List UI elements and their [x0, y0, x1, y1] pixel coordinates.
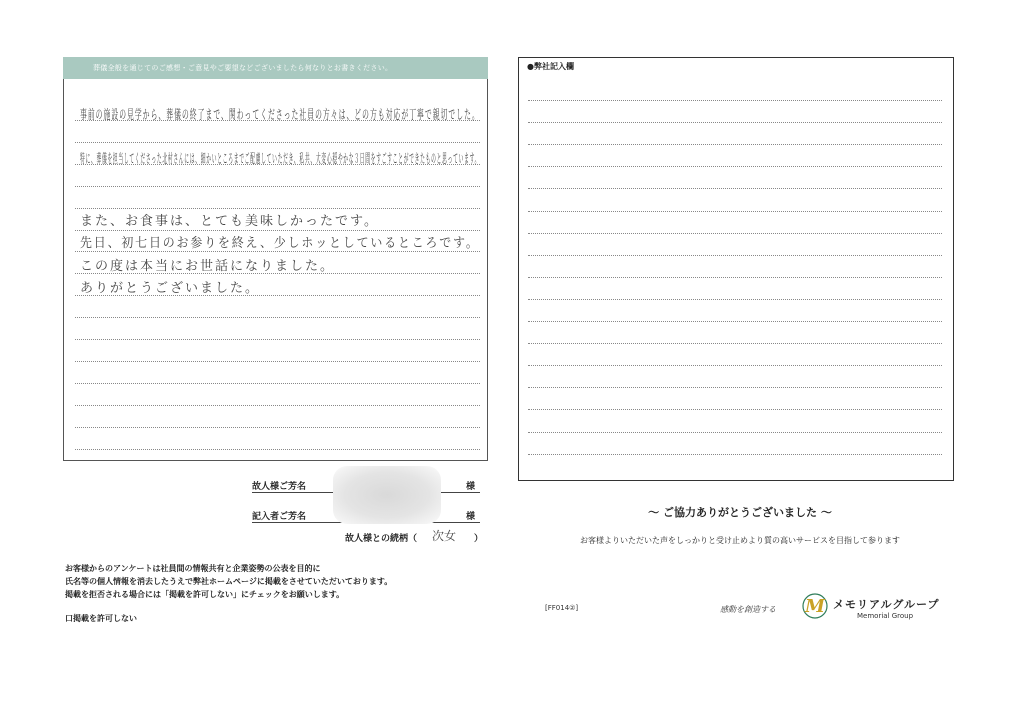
ruled-line — [75, 427, 480, 428]
ruled-line — [528, 144, 942, 145]
handwritten-line-2: 特に、葬儀を担当してくださった北村さんには、細かいところまでご配慮していただき、私共、大変心穏やかな３日間をすごすことができたものと思っています。 — [80, 152, 481, 167]
notice-line-2: 氏名等の個人情報を消去したうえで弊社ホームページに掲載をさせていただいております。 — [65, 577, 393, 586]
ruled-line — [75, 405, 480, 406]
ruled-line — [528, 343, 942, 344]
ruled-line — [528, 321, 942, 322]
ruled-line — [75, 142, 480, 143]
logo-letter: M — [805, 596, 825, 617]
comment-form-header-text: 葬儀全般を通じてのご感想・ご意見やご要望などございましたら何なりとお書きください。 — [93, 64, 393, 72]
ruled-line — [528, 454, 942, 455]
handwritten-line-1: 事前の施設の見学から、葬儀の終了まで、関わってくださった社員の方々は、どの方も対応が丁寧で親切でした。 — [80, 108, 480, 123]
ruled-line — [75, 339, 480, 340]
ruled-line — [528, 255, 942, 256]
handwritten-line-3: また、お食事は、とても美味しかったです。 — [80, 214, 379, 229]
ruled-line — [75, 383, 480, 384]
writer-honorific: 様 — [466, 512, 476, 522]
relationship-value: 次女 — [432, 529, 457, 543]
ruled-line — [528, 365, 942, 366]
handwritten-line-4: 先日、初七日のお参りを終え、少しホッとしているところです。 — [80, 236, 480, 251]
ruled-line — [528, 233, 942, 234]
ruled-line — [528, 166, 942, 167]
company-use-box — [518, 57, 954, 481]
relationship-label: 故人様との続柄（ — [345, 534, 418, 544]
ruled-line — [528, 277, 942, 278]
deceased-name-label: 故人様ご芳名 — [252, 482, 307, 492]
ruled-line — [528, 299, 942, 300]
ruled-line — [528, 432, 942, 433]
company-use-label: ●弊社記入欄 — [527, 62, 574, 71]
ruled-line — [528, 387, 942, 388]
thanks-title: ～ ご協力ありがとうございました ～ — [648, 506, 832, 519]
ruled-line — [75, 230, 480, 231]
redacted-name-blur — [333, 466, 441, 524]
handwritten-line-6: ありがとうございました。 — [80, 281, 261, 296]
company-name-jp: メモリアルグループ — [833, 598, 940, 611]
ruled-line — [75, 186, 480, 187]
ruled-line — [75, 449, 480, 450]
ruled-line — [75, 361, 480, 362]
memorial-group-logo-icon — [801, 592, 829, 620]
ruled-line — [75, 251, 480, 252]
comment-form-header — [63, 57, 488, 79]
ruled-line — [75, 208, 480, 209]
writer-name-label: 記入者ご芳名 — [252, 512, 307, 522]
no-publish-checkbox[interactable]: 口掲載を許可しない — [65, 614, 137, 623]
ruled-line — [528, 122, 942, 123]
ruled-line — [528, 100, 942, 101]
company-name-en: Memorial Group — [857, 612, 914, 620]
ruled-line — [528, 409, 942, 410]
ruled-line — [528, 188, 942, 189]
relationship-close: ） — [474, 534, 484, 544]
slogan: 感動を創造する — [720, 605, 776, 614]
notice-line-1: お客様からのアンケートは社員間の情報共有と企業姿勢の公表を目的に — [65, 564, 321, 573]
form-code: [FF014②] — [545, 604, 579, 612]
thanks-message: お客様よりいただいた声をしっかりと受け止めより質の高いサービスを目指して参ります — [580, 536, 900, 545]
ruled-line — [75, 317, 480, 318]
notice-line-3: 掲載を拒否される場合には「掲載を許可しない」にチェックをお願いします。 — [65, 590, 345, 599]
handwritten-line-5: この度は本当にお世話になりました。 — [80, 259, 336, 274]
ruled-line — [528, 211, 942, 212]
deceased-honorific: 様 — [466, 482, 476, 492]
